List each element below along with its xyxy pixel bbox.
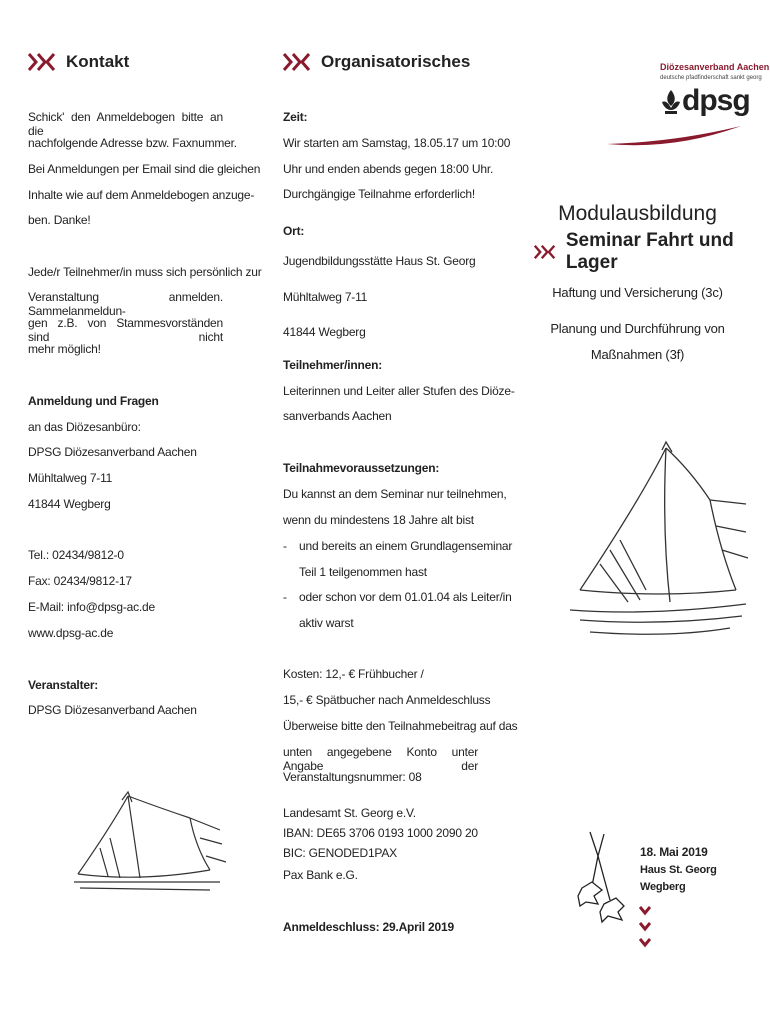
chevron-down-icon (639, 905, 651, 957)
fax-text: Fax: 02434/9812-17 (28, 574, 132, 588)
event-place: Haus St. Georg (640, 864, 717, 876)
brand-logo: dpsg (682, 84, 750, 117)
brand-swoosh (605, 124, 745, 148)
text-line: DPSG Diözesanverband Aachen (28, 703, 197, 717)
text-line: wenn du mindestens 18 Jahre alt bist (283, 513, 474, 527)
text-line: Pax Bank e.G. (283, 868, 358, 882)
chevrons-icon (28, 52, 56, 72)
phone-text: Tel.: 02434/9812-0 (28, 548, 124, 562)
text-line: Teil 1 teilgenommen hast (299, 565, 427, 579)
text-line: und bereits an einem Grundlagenseminar (299, 539, 513, 553)
voraussetzungen-heading: Teilnahmevoraussetzungen: (283, 461, 440, 475)
text-line: Mühltalweg 7-11 (28, 471, 113, 485)
text-line: Leiterinnen und Leiter aller Stufen des Diöze- (283, 384, 515, 398)
lily-logo-icon (660, 88, 682, 118)
text-line: nachfolgende Adresse bzw. Faxnummer. (28, 136, 237, 150)
kontakt-heading (28, 52, 129, 72)
text-line: Jede/r Teilnehmer/in muss sich persönlich zur (28, 265, 262, 279)
email-link[interactable]: E-Mail: info@dpsg-ac.de (28, 600, 155, 614)
text-line: Schick' den Anmeldebogen bitte an die (28, 110, 223, 138)
text-line: Mühltalweg 7-11 (283, 290, 368, 304)
text-line: 15,- € Spätbucher nach Anmeldeschluss (283, 693, 491, 707)
text-line: an das Diözesanbüro: (28, 420, 141, 434)
tent-illustration (550, 440, 750, 650)
chevrons-icon (283, 52, 311, 72)
cover-subtitle: Seminar Fahrt und Lager (534, 230, 755, 274)
text-line: sanverbands Aachen (283, 409, 392, 423)
website-link[interactable]: www.dpsg-ac.de (28, 626, 114, 640)
text-line: Landesamt St. Georg e.V. (283, 806, 416, 820)
text-line: Jugendbildungsstätte Haus St. Georg (283, 254, 476, 268)
chevrons-icon (534, 242, 556, 262)
org-heading (283, 52, 470, 72)
cover-title: Modulausbildung (558, 202, 717, 225)
module-item: Planung und Durchführung von (550, 321, 725, 336)
text-line: Durchgängige Teilnahme erforderlich! (283, 187, 476, 201)
tent-illustration (70, 778, 230, 898)
text-line: Überweise bitte den Teilnahmebeitrag auf das (283, 719, 518, 733)
module-item: Maßnahmen (3f) (590, 347, 685, 362)
text-line: oder schon vor dem 01.01.04 als Leiter/in (299, 590, 512, 604)
veranstalter-heading: Veranstalter: (28, 678, 99, 692)
zeit-heading: Zeit: (283, 110, 308, 124)
text-line: gen z.B. von Stammesvorständen sind nicht (28, 316, 223, 344)
text-line: ben. Danke! (28, 213, 91, 227)
text-line: mehr möglich! (28, 342, 101, 356)
org-title: Organisatorisches (321, 52, 471, 71)
module-item: Haftung und Versicherung (3c) (552, 285, 723, 300)
text-line: Veranstaltung anmelden. Sammelanmeldun- (28, 290, 223, 318)
text-line: Wir starten am Samstag, 18.05.17 um 10:00 (283, 136, 511, 150)
text-line: BIC: GENODED1PAX (283, 846, 397, 860)
text-line: Kosten: 12,- € Frühbucher / (283, 667, 424, 681)
text-line: Du kannst an dem Seminar nur teilnehmen, (283, 487, 507, 501)
text-line: 41844 Wegberg (283, 325, 366, 339)
text-line: aktiv warst (299, 616, 354, 630)
teilnehmer-heading: Teilnehmer/innen: (283, 358, 383, 372)
event-date: 18. Mai 2019 (640, 845, 708, 859)
bullet-dash: - (283, 539, 287, 553)
text-line: IBAN: DE65 3706 0193 1000 2090 20 (283, 826, 478, 840)
text-line: Uhr und enden abends gegen 18:00 Uhr. (283, 162, 494, 176)
text-line: Veranstaltungsnummer: 08 (283, 770, 422, 784)
bullet-dash: - (283, 590, 287, 604)
text-line: unten angegebene Konto unter Angabe der (283, 745, 478, 773)
ort-heading: Ort: (283, 224, 305, 238)
anmeldung-heading: Anmeldung und Fragen (28, 394, 159, 408)
brand-sub: deutsche pfadfinderschaft sankt georg (660, 75, 762, 81)
deadline-text: Anmeldeschluss: 29.April 2019 (283, 920, 454, 934)
text-line: 41844 Wegberg (28, 497, 111, 511)
event-city: Wegberg (640, 881, 686, 893)
text-line: DPSG Diözesanverband Aachen (28, 445, 197, 459)
kontakt-title: Kontakt (66, 52, 130, 71)
text-line: Bei Anmeldungen per Email sind die gleichen (28, 162, 261, 176)
brand-top: Diözesanverband Aachen (660, 62, 770, 72)
text-line: Inhalte wie auf dem Anmeldebogen anzuge- (28, 188, 255, 202)
